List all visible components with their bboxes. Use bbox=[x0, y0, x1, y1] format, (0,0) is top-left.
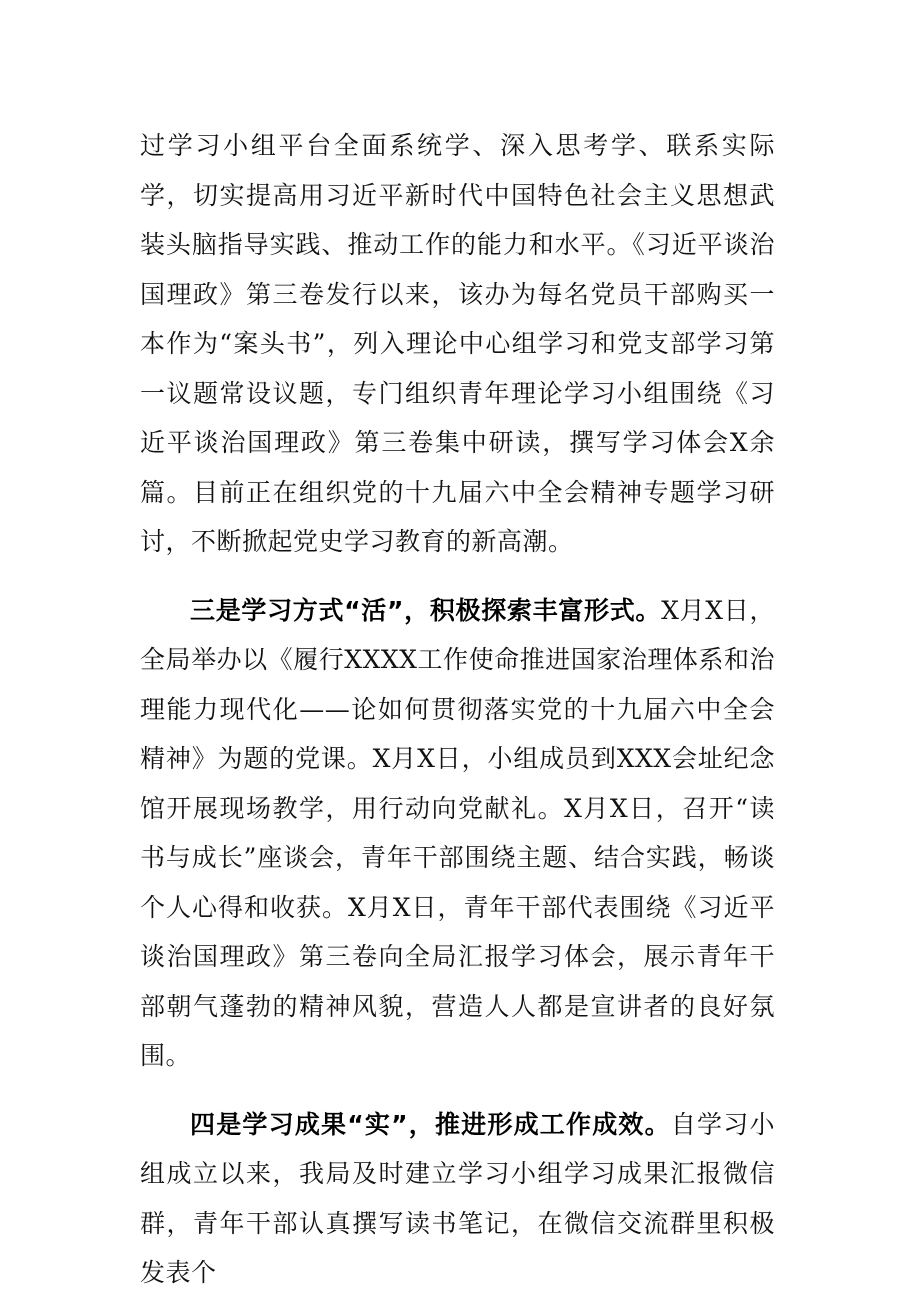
paragraph-text: 过学习小组平台全面系统学、深入思考学、联系实际学，切实提高用习近平新时代中国特色社会主义思想武装头脑指导实践、推动工作的能力和水平。《习近平谈治国理政》第三卷发行以来，该办为每名党员干部购买一本作为“案头书”，列入理论中心组学习和党支部学习第一议题常设议题，专门组织青年理论学习小组围绕《习近平谈治国理政》第三卷集中研读，撰写学习体会X余篇。目前正在组织党的十九届六中全会精神专题学习研讨，不断掀起党史学习教育的新高潮。 bbox=[140, 131, 775, 556]
paragraph-text: X月X日，全局举办以《履行XXXX工作使命推进国家治理体系和治理能力现代化——论如何贯彻落实党的十九届六中全会精神》为题的党课。X月X日，小组成员到XXX会址纪念馆开展现场教学，用行动向党献礼。X月X日，召开“读书与成长”座谈会，青年干部围绕主题、结合实践，畅谈个人心得和收获。X月X日，青年干部代表围绕《习近平谈治国理政》第三卷向全局汇报学习体会，展示青年干部朝气蓬勃的精神风貌，营造人人都是宣讲者的良好氛围。 bbox=[140, 595, 775, 1070]
paragraph-lead-heading: 三是学习方式“活”，积极探索丰富形式。 bbox=[190, 595, 662, 625]
paragraph-continuation bbox=[140, 121, 775, 567]
document-body bbox=[140, 121, 775, 1298]
paragraph-learning-methods bbox=[140, 586, 775, 1081]
paragraph-text: 自学习小组成立以来，我局及时建立学习小组学习成果汇报微信群，青年干部认真撰写读书笔记，在微信交流群里积极发表个 bbox=[140, 1109, 775, 1287]
paragraph-lead-heading: 四是学习成果“实”，推进形成工作成效。 bbox=[190, 1109, 671, 1139]
paragraph-learning-results bbox=[140, 1100, 775, 1298]
